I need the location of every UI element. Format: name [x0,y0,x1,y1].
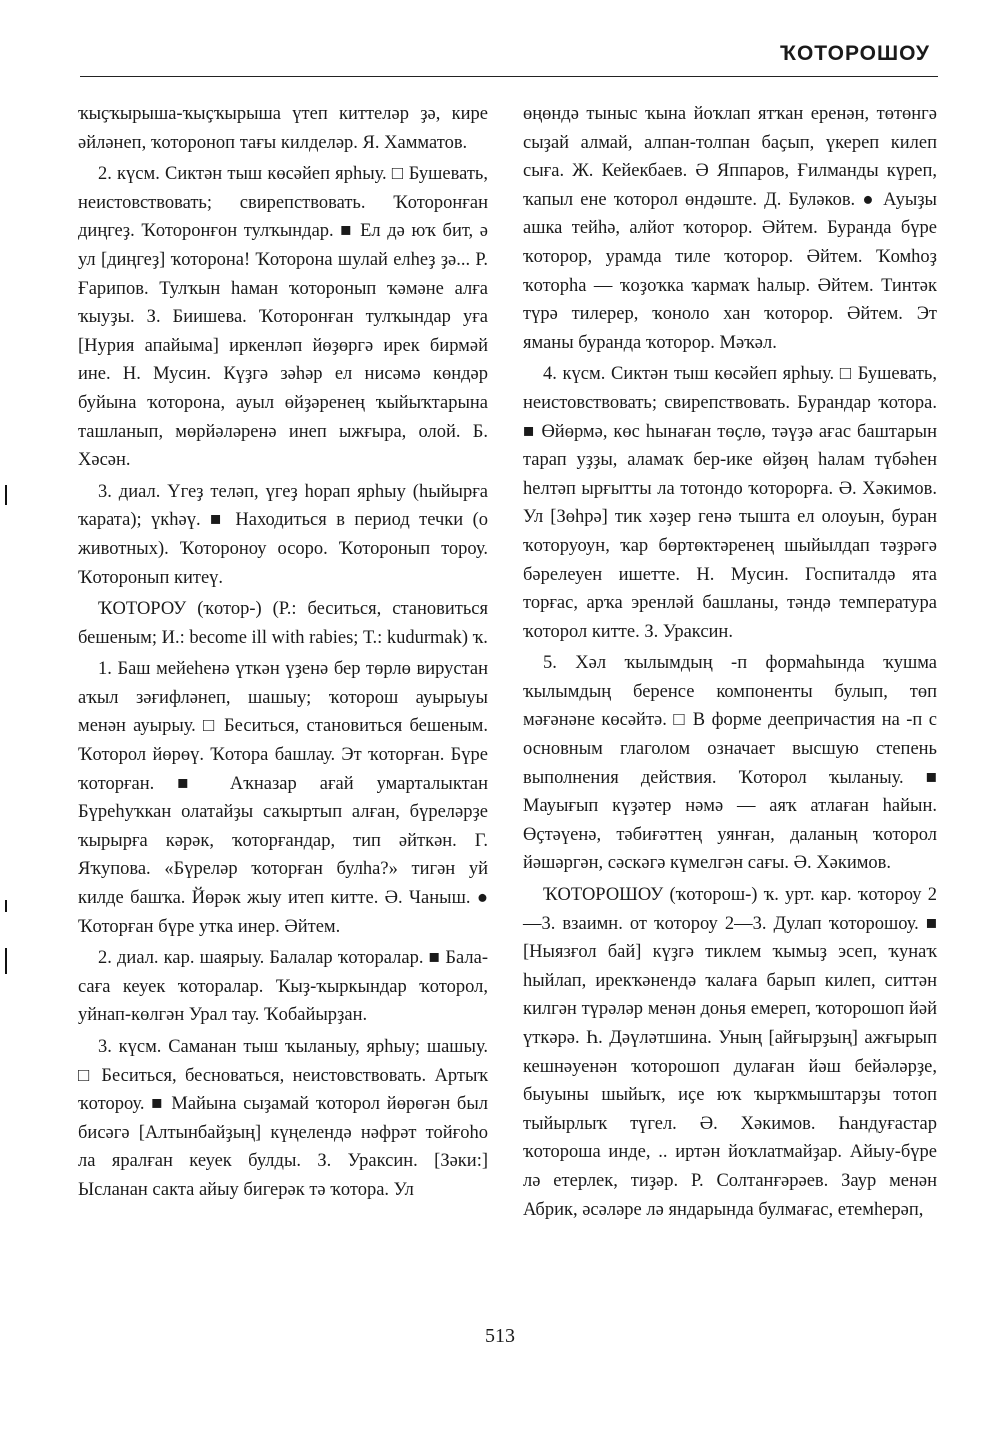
left-paragraph-4: ҠОТОРОУ (ҡотор-) (Р.: беситься, становиться бешеным; И.: become ill with rabies; Т.: kudurmak) ҡ. [78,599,488,648]
scan-margin-mark [5,948,7,974]
right-paragraph-2: 4. күсм. Сиктән тыш көсәйеп ярһыу. □ Бушевать, неистовствовать; свирепствовать. Бурандар ҡотора. ■ Өйөрмә, көс һынаған төҫлө, тәүҙә ағас баштарын тарап уҙҙы, аламаҡ бер-ике өйҙөң һалам түбәһен һелтәп ырғытты ла тотондо ҡоторорға. Ә. Хәкимов. Ул [Зөһрә] тик хәҙер генә тышта ел олоуын, буран ҡоторуоун, ҡар бөртөктәренең шыйылдап тәҙрәгә бәрелеуен ишетте. Н. Мусин. Госпиталдә ята торғас, арҡа эренләй башланы, тәндә температура ҡоторол китте. З. Ураксин. [523,364,937,642]
page-number: 513 [485,1325,515,1347]
left-paragraph-6: 2. диал. кар. шаярыу. Балалар ҡоторалар. ■ Бала-саға кеуек ҡоторалар. Ҡыҙ-ҡыркындар ҡоторол, уйнап-көлгән Урал тау. Ҡобайырҙан. [78,948,488,1026]
scan-margin-mark [5,900,7,912]
left-paragraph-5: 1. Баш мейеһенә үткән үҙенә бер төрлө вирустан аҡыл зәғифләнеп, шашыу; ҡоторош ауырыуы менән ауырыу. □ Беситься, становиться бешеным. Ҡоторол йөрөү. Ҡотора башлау. Эт ҡоторған. Бүре ҡоторған. ■ Аҡназар ағай умарталыктан Бүреһуҡкан олатайҙы саҡыртып алған, бүреләрҙе ҡырырға кәрәк, ҡоторғандар, тип әйткән. Г. Яҡупова. «Бүреләр ҡоторған булһа?» тигән уй килде башҡа. Йөрәк жыу итеп китте. Ә. Чаныш. ● Ҡоторған бүре утка инер. Әйтем. [78,659,488,937]
right-paragraph-4: ҠОТОРОШОУ (ҡоторош-) ҡ. урт. кар. ҡотороу 2—3. взаимн. от ҡотороу 2—3. Дулап ҡоторошоу. ■ [Ныязғол бай] күҙгә тиклем ҡымыҙ эсеп, ҡунаҡ һыйлап, ирекҡәнендә ҡалаға барып килеп, ситтән килгән түрәләр менән донья емереп, ҡоторошоп йәй үткәрә. Һ. Дәүләтшина. Уның [айғырҙың] ажғырып кешнәуенән ҡоторошоп дулаған йәш бейәләрҙе, быуыны шыйыҡ, иҫе юҡ ҡырҡмыштарҙы тотоп тыйырлыҡ түгел. Ә. Хәкимов. Һандуғастар ҡотороша инде, .. иртән йоҡлатмайҙар. Айыу-бүре лә етерлек, тиҙәр. Р. Солтанғәрәев. Заур менән Абрик, әсәләре лә яндарында булмағас, етемһерәп, [523,885,937,1220]
header-rule [80,76,938,77]
left-column [78,100,488,1208]
left-paragraph-2: 2. күсм. Сиктән тыш көсәйеп ярһыу. □ Бушевать, неистовствовать; свирепствовать. Ҡоторонған диңгеҙ. Ҡоторонғон тулҡындар. ■ Ел дә юҡ бит, ә ул [диңгеҙ] ҡоторона! Ҡоторона шулай елһеҙ ҙә... Р. Ғарипов. Тулҡын һаман ҡоторонып ҡәмәне алға ҡыуҙы. З. Биишева. Ҡоторонған тулҡындар уға [Нурия апайыма] иркенләп йөҙөргә ирек бирмәй ине. Н. Мусин. Күҙгә зәһәр ел нисәмә көндәр буйына ҡоторона, ауыл өйҙәренең ҡыйыҡтарына ташланып, мөрйәләренә инеп ыжғыра, олой. Б. Хәсән. [78,164,488,471]
left-paragraph-1: ҡыҫҡырыша-ҡыҫҡырыша үтеп киттеләр ҙә, кире әйләнеп, ҡотороноп тағы килделәр. Я. Хамматов. [78,104,488,153]
right-paragraph-1: өңөндә тыныс ҡына йоҡлап ятҡан еренән, төтөнгә сыҙай алмай, алпан-толпан баҫып, үкереп килеп сыға. Ж. Кейекбаев. Ә Яппаров, Ғилманды күреп, ҡапыл ене ҡоторол өндәште. Д. Буләков. ● Ауыҙы ашка тейһә, алйот ҡоторор. Әйтем. Буранда бүре ҡоторор, урамда тиле ҡоторор. Әйтем. Ҡомһоҙ ҡоторһа — ҡоҙоҡка ҡармаҡ һалыр. Әйтем. Тинтәк түрә тилерер, ҡоноло хан ҡоторор. Әйтем. Эт яманы буранда ҡоторор. Мәҡәл. [523,104,937,353]
right-column [523,100,937,1227]
right-paragraph-3: 5. Хәл ҡылымдың -п формаһында ҡушма ҡылымдың беренсе компоненты булып, төп мәғәнәне көсәйтә. □ В форме деепричастия на -п с основным глаголом означает высшую степень выполнения действия. Ҡоторол ҡыланыу. ■ Мауығып күҙәтер нәмә — аяҡ атлаған һайын. Өҫтәүенә, тәбиғәттең уянған, даланың ҡоторол йәшәргән, сәскәгә күмелгән сағы. Ә. Хәкимов. [523,653,937,874]
scan-margin-mark [5,485,7,505]
left-paragraph-3: 3. диал. Үгеҙ теләп, үгеҙ һорап ярһыу (һыйырға ҡарата); үкһәү. ■ Находиться в период течки (о животных). Ҡотороноу осоро. Ҡоторонып тороу. Ҡоторонып китеү. [78,481,488,588]
running-head: ҠОТОРОШОУ [779,42,930,65]
left-paragraph-7: 3. күсм. Саманан тыш ҡыланыу, ярһыу; шашыу. □ Беситься, бесноваться, неистовствовать. Артыҡ ҡотороу. ■ Майына сыҙамай ҡоторол йөрөгән был бисәгә [Алтынбайҙың] күңелендә нәфрәт тойғоһо ла яралған кеуек булды. З. Ураксин. [Зәки:] Ысланан сакта айыу бигерәк тә ҡотора. Ул [78,1037,488,1200]
